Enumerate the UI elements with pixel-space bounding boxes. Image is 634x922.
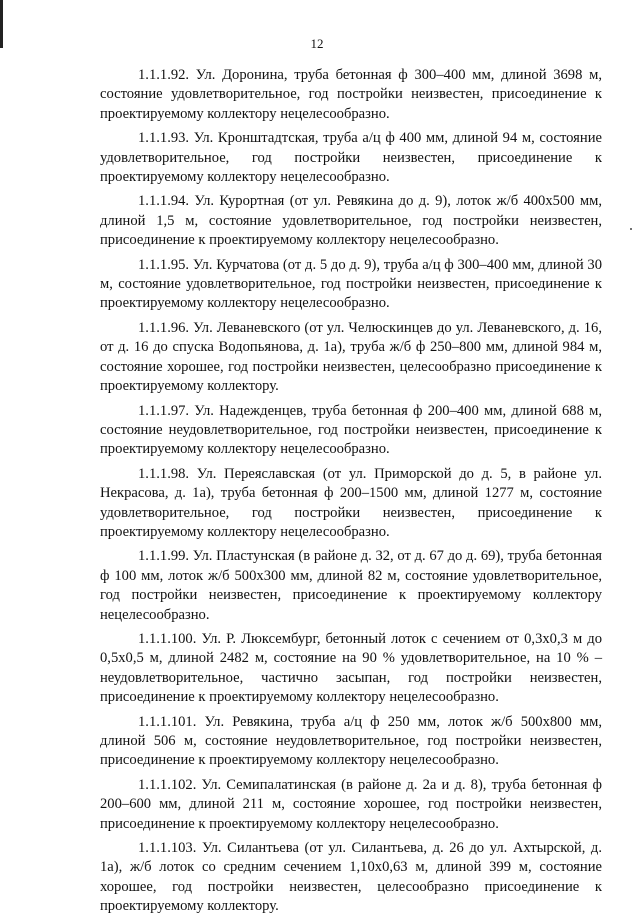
document-body (100, 66, 602, 922)
paragraph-1-1-1-95: 1.1.1.95. Ул. Курчатова (от д. 5 до д. 9), труба а/ц ф 300–400 мм, длиной 30 м, состояние удовлетворительное, год постройки неизвестен, присоединение к проектируемому коллектору нецелесообразно. (100, 256, 602, 312)
paragraph-1-1-1-97: 1.1.1.97. Ул. Надежденцев, труба бетонная ф 200–400 мм, длиной 688 м, состояние неудовлетворительное, год постройки неизвестен, присоединение к проектируемому коллектору нецелесообразно. (100, 402, 602, 458)
scan-speck (630, 228, 632, 230)
paragraph-1-1-1-93: 1.1.1.93. Ул. Кронштадтская, труба а/ц ф 400 мм, длиной 94 м, состояние удовлетворительное, год постройки неизвестен, присоединение к проектируемому коллектору нецелесообразно. (100, 130, 602, 186)
page-number: 12 (310, 36, 324, 51)
paragraph-1-1-1-102: 1.1.1.102. Ул. Семипалатинская (в районе д. 2а и д. 8), труба бетонная ф 200–600 мм, длиной 211 м, состояние хорошее, год постройки неизвестен, присоединение к проектируемому коллектору нецелесообразно. (100, 776, 602, 832)
paragraph-1-1-1-98: 1.1.1.98. Ул. Переяславская (от ул. Приморской до д. 5, в районе ул. Некрасова, д. 1а), труба бетонная ф 200–1500 мм, длиной 1277 м, состояние удовлетворительное, год постройки неизвестен, присоединение к проектируемому коллектору нецелесообразно. (100, 465, 602, 540)
paragraph-1-1-1-103: 1.1.1.103. Ул. Силантьева (от ул. Силантьева, д. 26 до ул. Ахтырской, д. 1а), ж/б лоток со средним сечением 1,10х0,63 м, длиной 399 м, состояние хорошее, год постройки неизвестен, целесообразно присоединение к проектируемому коллектору. (100, 840, 602, 915)
paragraph-1-1-1-92: 1.1.1.92. Ул. Доронина, труба бетонная ф 300–400 мм, длиной 3698 м, состояние удовлетворительное, год постройки неизвестен, присоединение к проектируемому коллектору нецелесообразно. (100, 67, 602, 122)
paragraph-1-1-1-96: 1.1.1.96. Ул. Леваневского (от ул. Челюскинцев до ул. Леваневского, д. 16, от д. 16 до спуска Водопьянова, д. 1а), труба ж/б ф 250–800 мм, длиной 984 м, состояние хорошее, год постройки неизвестен, целесообразно присоединение к проектируемому коллектору. (100, 319, 602, 395)
paragraph-1-1-1-99: 1.1.1.99. Ул. Пластунская (в районе д. 32, от д. 67 до д. 69), труба бетонная ф 100 мм, лоток ж/б 500х300 мм, длиной 82 м, состояние удовлетворительное, год постройки неизвестен, присоединение к проектируемому коллектору нецелесообразно. (100, 548, 602, 623)
paragraph-1-1-1-94: 1.1.1.94. Ул. Курортная (от ул. Ревякина до д. 9), лоток ж/б 400х500 мм, длиной 1,5 м, состояние удовлетворительное, год постройки неизвестен, присоединение к проектируемому коллектору нецелесообразно. (100, 193, 602, 249)
paragraph-1-1-1-100: 1.1.1.100. Ул. Р. Люксембург, бетонный лоток с сечением от 0,3х0,3 м до 0,5х0,5 м, длиной 2482 м, состояние на 90 % удовлетворительное, на 10 % – неудовлетворительное, частично засыпан, год постройки неизвестен, присоединение к проектируемому коллектору нецелесообразно. (100, 630, 602, 706)
paragraph-1-1-1-101: 1.1.1.101. Ул. Ревякина, труба а/ц ф 250 мм, лоток ж/б 500х800 мм, длиной 506 м, состояние неудовлетворительное, год постройки неизвестен, присоединение к проектируемому коллектору нецелесообразно. (100, 713, 602, 769)
